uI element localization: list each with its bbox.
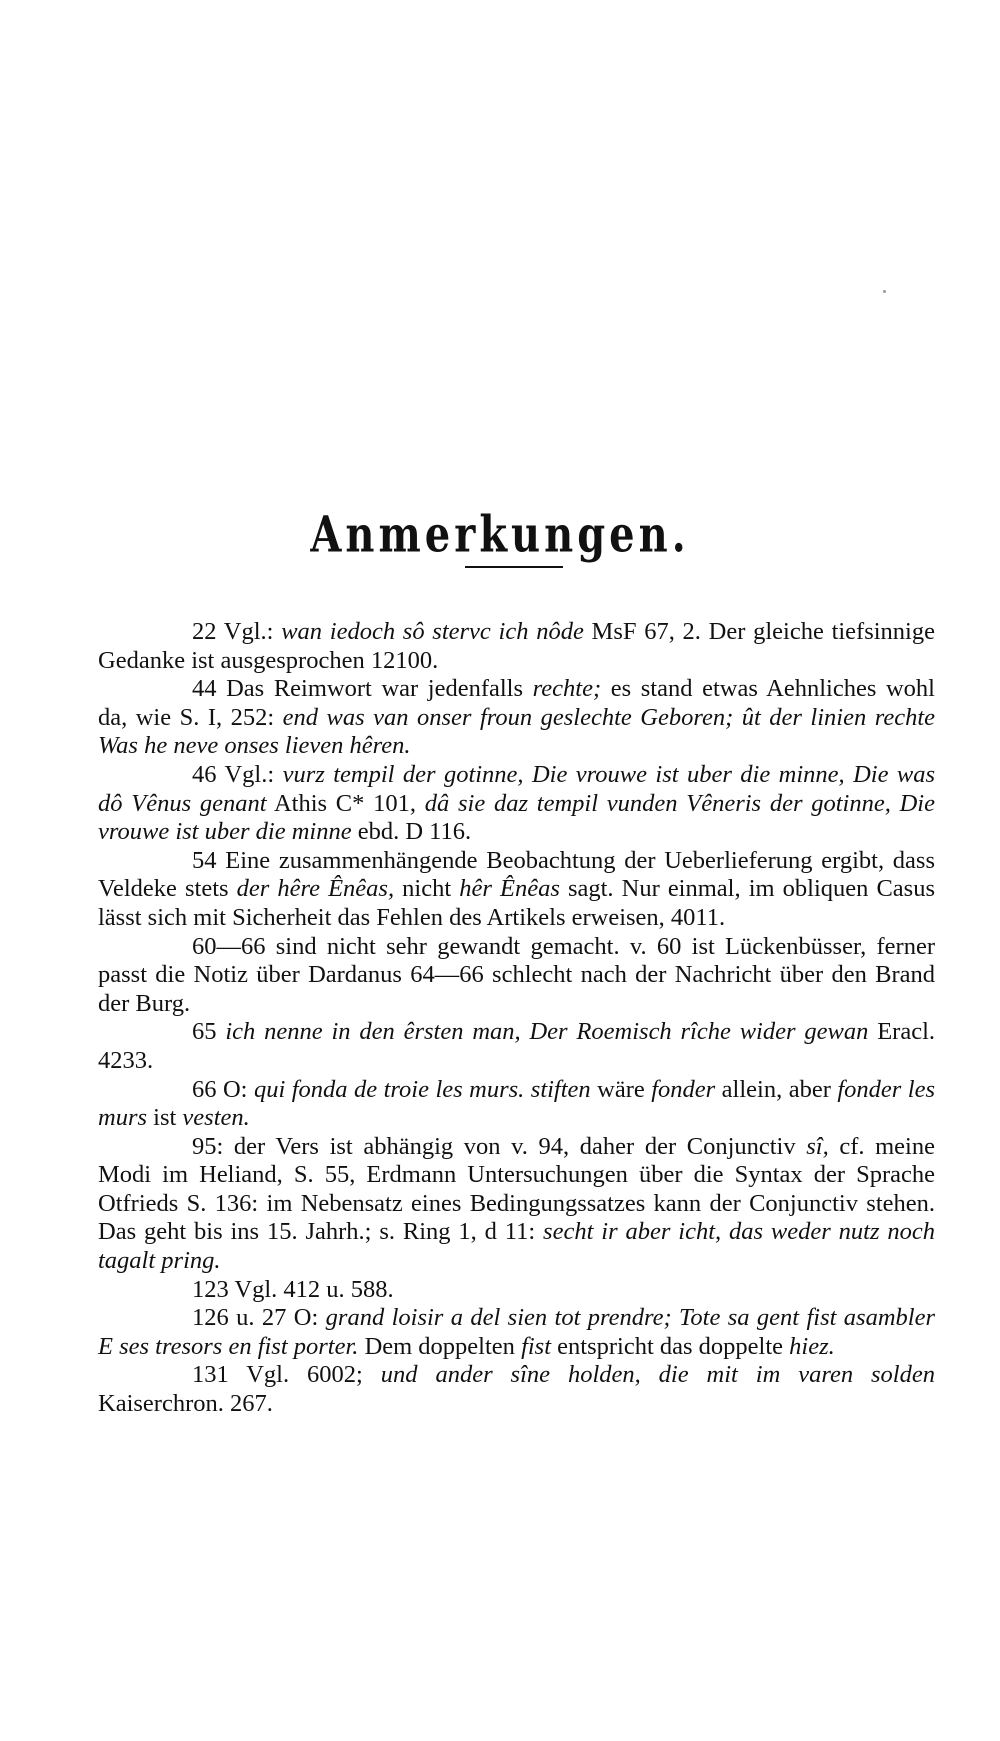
italic-quote: ich nenne in den êrsten man, Der Roemisch rîche wider gewan	[225, 1018, 869, 1046]
note-text: 123 Vgl. 412 u. 588.	[192, 1275, 394, 1303]
note-66	[98, 1076, 935, 1133]
italic-quote: stiften	[530, 1075, 591, 1103]
italic-quote: fonder	[651, 1075, 716, 1103]
note-text: sagt. Nur einmal, im obliquen Casus lässt sich mit Sicherheit das Fehlen des Artikels erweisen, 4011.	[98, 875, 935, 931]
italic-quote: fonder les murs	[98, 1075, 936, 1132]
note-text: 60—66 sind nicht sehr gewandt gemacht. v. 60 ist Lückenbüsser, ferner passt die Notiz über Dardanus 64—66 schlecht nach der Nachricht über den Brand der Burg.	[98, 932, 935, 1017]
note-text: 95: der Vers ist abhängig von v. 94, daher der Conjunctiv	[192, 1132, 807, 1160]
note-text: MsF 67, 2. Der gleiche tiefsinnige Gedanke ist ausgesprochen 12100.	[98, 618, 935, 674]
note-text: entspricht das doppelte	[551, 1332, 790, 1360]
note-text: 65	[192, 1018, 226, 1046]
italic-quote: fist	[521, 1332, 552, 1360]
italic-quote: vesten.	[182, 1104, 250, 1132]
note-text: 66 O:	[192, 1075, 254, 1103]
note-text: allein, aber	[715, 1075, 838, 1103]
italic-quote: rechte;	[532, 675, 602, 703]
italic-quote: und ander sîne holden, die mit im varen solden	[380, 1361, 935, 1389]
page-title: Anmerkungen.	[310, 504, 690, 564]
italic-quote: grand loisir a del sien tot prendre; Tote sa gent fist asambler E ses tresors en fist porter.	[98, 1304, 936, 1360]
note-text: ist	[147, 1104, 183, 1132]
title-divider	[465, 566, 563, 568]
note-54	[98, 847, 935, 933]
note-text: Eracl. 4233.	[98, 1018, 935, 1074]
italic-quote: vurz tempil der gotinne, Die vrouwe ist uber die minne, Die was dô Vênus genant	[98, 760, 936, 817]
note-text: 126 u. 27 O:	[192, 1304, 326, 1332]
note-44	[98, 675, 935, 761]
italic-quote: sî,	[806, 1132, 829, 1160]
note-65	[98, 1018, 935, 1075]
italic-quote: dâ sie daz tempil vunden Vêneris der gotinne, Die vrouwe ist uber die minne	[98, 789, 935, 846]
note-text: 46 Vgl.:	[192, 760, 283, 788]
note-text: 22 Vgl.:	[192, 618, 282, 645]
note-text: 44 Das Reimwort war jedenfalls	[192, 675, 533, 703]
italic-quote: secht ir aber icht, das weder nutz noch tagalt pring.	[98, 1218, 935, 1275]
note-text: Dem doppelten	[358, 1332, 522, 1360]
note-text: es stand etwas Aehnliches wohl da, wie S. I, 252:	[98, 675, 935, 731]
note-text: 131 Vgl. 6002;	[192, 1361, 381, 1389]
note-text: Athis C* 101,	[266, 789, 425, 817]
note-131	[98, 1361, 935, 1418]
note-46	[98, 761, 935, 847]
italic-quote: end was van onser froun geslechte Geboren; ût der linien rechte Was he neve onses lieven hêren.	[98, 703, 936, 760]
italic-quote: wan iedoch sô stervc ich nôde	[281, 618, 584, 645]
note-text: ebd. D 116.	[351, 818, 472, 846]
paper-speck	[883, 290, 886, 293]
note-text: Kaiserchron. 267.	[98, 1390, 273, 1418]
italic-quote: hêr Ênêas	[459, 875, 560, 903]
note-text: nicht	[394, 875, 460, 903]
note-22	[98, 618, 935, 675]
italic-quote: hiez.	[789, 1332, 835, 1360]
annotations-body	[98, 618, 935, 1419]
note-text: cf. meine Modi im Heliand, S. 55, Erdmann Untersuchungen über die Syntax der Sprache Otfrieds S. 136: im Nebensatz eines Bedingungssatzes kann der Conjunctiv stehen. Das geht bis ins 15. Jahrh.; s. Ring 1, d 11:	[98, 1132, 935, 1246]
note-95	[98, 1133, 935, 1276]
note-text: 54 Eine zusammenhängende Beobachtung der Ueberlieferung ergibt, dass Veldeke stets	[98, 846, 935, 903]
italic-quote: der hêre Ênêas,	[236, 875, 395, 903]
note-text: wäre	[590, 1075, 652, 1103]
note-60-66	[98, 933, 935, 1019]
italic-quote: qui fonda de troie les murs.	[253, 1075, 525, 1103]
note-126	[98, 1304, 935, 1361]
note-123	[98, 1276, 935, 1305]
